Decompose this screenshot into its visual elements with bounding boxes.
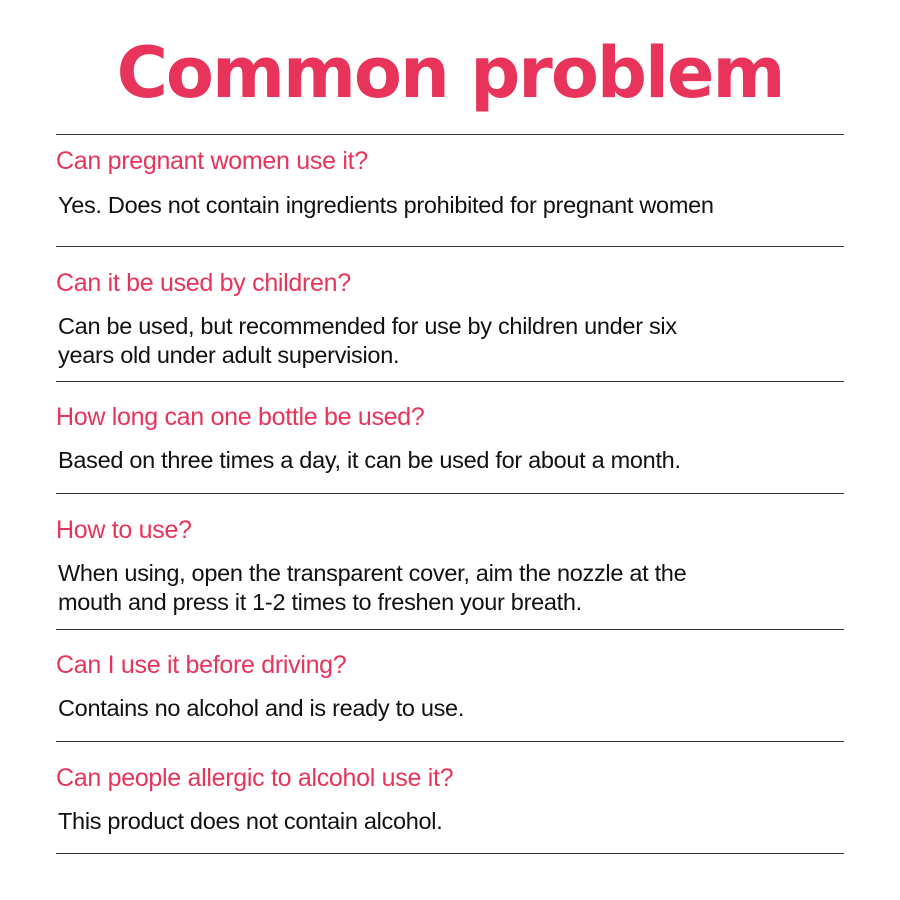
divider	[56, 134, 844, 135]
answer-line: Can be used, but recommended for use by children under six	[58, 313, 677, 339]
faq-question-bottle-duration: How long can one bottle be used?	[56, 403, 425, 431]
faq-answer-bottle-duration	[58, 446, 858, 475]
answer-line: mouth and press it 1-2 times to freshen your breath.	[58, 589, 582, 615]
answer-line: years old under adult supervision.	[58, 342, 400, 368]
faq-question-pregnant: Can pregnant women use it?	[56, 147, 368, 175]
divider	[56, 493, 844, 494]
faq-question-driving: Can I use it before driving?	[56, 651, 347, 679]
faq-answer-driving	[58, 694, 858, 723]
divider	[56, 741, 844, 742]
faq-question-children: Can it be used by children?	[56, 269, 351, 297]
divider	[56, 853, 844, 854]
answer-line: When using, open the transparent cover, aim the nozzle at the	[58, 560, 687, 586]
faq-answer-children	[58, 312, 858, 370]
faq-answer-pregnant	[58, 191, 858, 220]
faq-answer-alcohol-allergy	[58, 807, 858, 836]
answer-line: Contains no alcohol and is ready to use.	[58, 695, 465, 721]
answer-line: Yes. Does not contain ingredients prohibited for pregnant women	[58, 192, 714, 218]
faq-question-alcohol-allergy: Can people allergic to alcohol use it?	[56, 764, 454, 792]
answer-line: This product does not contain alcohol.	[58, 808, 443, 834]
divider	[56, 246, 844, 247]
faq-question-how-to-use: How to use?	[56, 516, 192, 544]
page-title: Common problem	[116, 32, 784, 114]
answer-line: Based on three times a day, it can be used for about a month.	[58, 447, 681, 473]
divider	[56, 629, 844, 630]
faq-answer-how-to-use	[58, 559, 858, 617]
divider	[56, 381, 844, 382]
